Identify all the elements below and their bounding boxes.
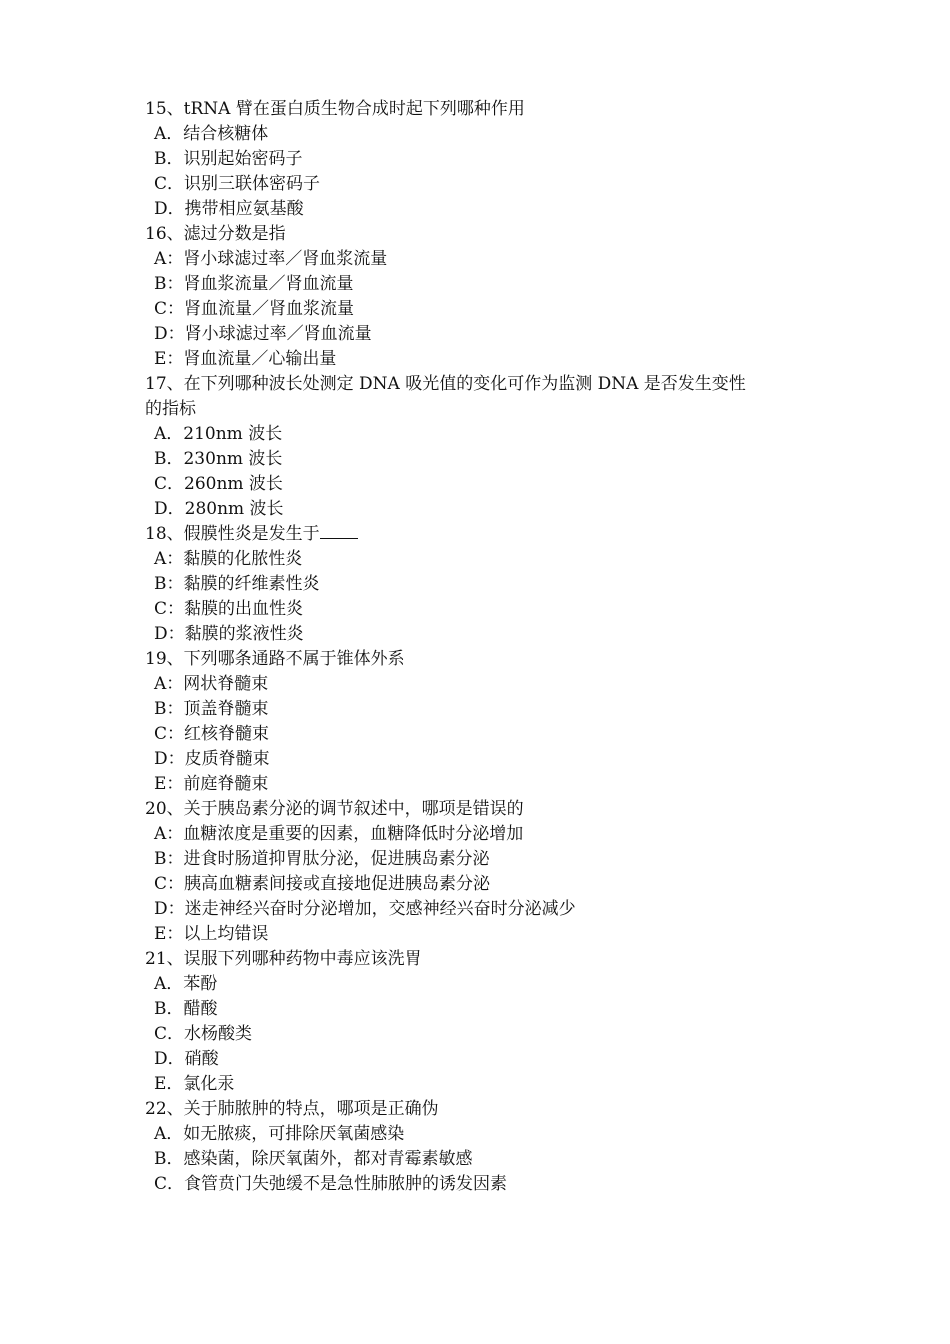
question-stem: 16、滤过分数是指 xyxy=(145,224,286,244)
answer-option: A：血糖浓度是重要的因素，血糖降低时分泌增加 xyxy=(154,824,524,844)
answer-option: B．230nm 波长 xyxy=(154,449,283,469)
answer-option: A．如无脓痰，可排除厌氧菌感染 xyxy=(154,1124,405,1144)
answer-option: D．携带相应氨基酸 xyxy=(154,199,304,219)
answer-option: E．氯化汞 xyxy=(154,1074,235,1094)
question-stem: 22、关于肺脓肿的特点，哪项是正确伪 xyxy=(145,1099,439,1119)
question-stem: 21、误服下列哪种药物中毒应该洗胃 xyxy=(145,949,422,969)
answer-option: D：肾小球滤过率／肾血流量 xyxy=(154,324,372,344)
question-stem: 20、关于胰岛素分泌的调节叙述中，哪项是错误的 xyxy=(145,799,524,819)
answer-option: C．识别三联体密码子 xyxy=(154,174,321,194)
answer-option: B：进食时肠道抑胃肽分泌，促进胰岛素分泌 xyxy=(154,849,490,869)
question-stem: 15、tRNA 臂在蛋白质生物合成时起下列哪种作用 xyxy=(145,99,525,119)
answer-option: A：肾小球滤过率／肾血浆流量 xyxy=(154,249,388,269)
answer-option: A．210nm 波长 xyxy=(154,424,283,444)
question-stem: 19、下列哪条通路不属于锥体外系 xyxy=(145,649,405,669)
answer-option: B：黏膜的纤维素性炎 xyxy=(154,574,320,594)
answer-option: A：网状脊髓束 xyxy=(154,674,269,694)
answer-option: E：肾血流量／心输出量 xyxy=(154,349,337,369)
answer-option: A：黏膜的化脓性炎 xyxy=(154,549,303,569)
answer-option: A．苯酚 xyxy=(154,974,218,994)
answer-option: E：前庭脊髓束 xyxy=(154,774,269,794)
question-stem-continuation: 的指标 xyxy=(145,399,196,419)
answer-option: C．260nm 波长 xyxy=(154,474,283,494)
answer-option: C：红核脊髓束 xyxy=(154,724,270,744)
answer-option: C：胰高血糖素间接或直接地促进胰岛素分泌 xyxy=(154,874,491,894)
answer-option: A．结合核糖体 xyxy=(154,124,269,144)
question-list xyxy=(145,97,810,1197)
answer-option: D：黏膜的浆液性炎 xyxy=(154,624,304,644)
answer-option: B．识别起始密码子 xyxy=(154,149,303,169)
answer-option: D．硝酸 xyxy=(154,1049,219,1069)
answer-option: D：迷走神经兴奋时分泌增加，交感神经兴奋时分泌减少 xyxy=(154,899,576,919)
answer-option: C：黏膜的出血性炎 xyxy=(154,599,304,619)
answer-option: C．水杨酸类 xyxy=(154,1024,253,1044)
answer-option: D：皮质脊髓束 xyxy=(154,749,270,769)
question-stem: 18、假膜性炎是发生于 xyxy=(145,524,320,544)
answer-option: C．食管贲门失弛缓不是急性肺脓肿的诱发因素 xyxy=(154,1174,508,1194)
answer-option: B：肾血浆流量／肾血流量 xyxy=(154,274,354,294)
answer-option: B：顶盖脊髓束 xyxy=(154,699,269,719)
answer-option: C：肾血流量／肾血浆流量 xyxy=(154,299,355,319)
answer-option: E：以上均错误 xyxy=(154,924,269,944)
answer-option: B．感染菌，除厌氧菌外，都对青霉素敏感 xyxy=(154,1149,473,1169)
question-stem: 17、在下列哪种波长处测定 DNA 吸光值的变化可作为监测 DNA 是否发生变性 xyxy=(145,374,746,394)
answer-option: D．280nm 波长 xyxy=(154,499,284,519)
answer-option: B．醋酸 xyxy=(154,999,218,1019)
question-stem-with-blank xyxy=(145,522,810,547)
fill-in-blank xyxy=(320,523,358,539)
